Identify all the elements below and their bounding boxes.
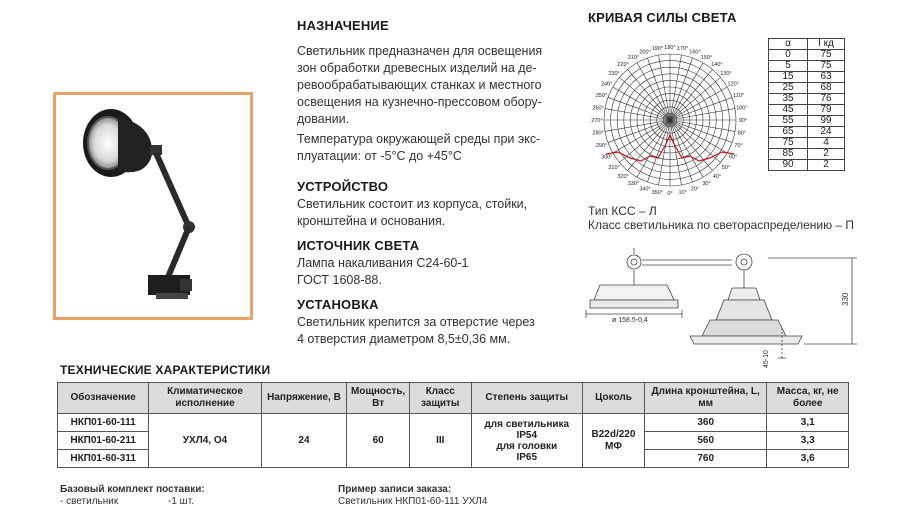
polar-curve-chart (578, 28, 758, 198)
angle-label: 160° (689, 49, 701, 56)
design-text: Светильник состоит из корпуса, стойки, кронштейна и основания. (297, 197, 528, 228)
angle-label: 220° (617, 62, 629, 69)
angle-label: 340° (639, 186, 651, 193)
angle-label: 330° (627, 181, 640, 188)
installation-text: Светильник крепится за отверстие через 4 отверстия диаметром 8,5±0,36 мм. (297, 315, 535, 346)
order-title: Пример записи заказа: (338, 484, 452, 495)
design-title: УСТРОЙСТВО (297, 179, 389, 194)
angle-label: 270° (591, 118, 603, 124)
angle-label: 170° (676, 46, 689, 53)
specs-table (57, 382, 849, 468)
angle-label: 350° (651, 189, 664, 196)
angle-label: 120° (727, 81, 739, 88)
curve-title: КРИВАЯ СИЛЫ СВЕТА (588, 10, 737, 25)
installation-title: УСТАНОВКА (297, 297, 379, 312)
temperature-text: Температура окружающей среды при экс- плуатации: от -5°С до +45°С (297, 132, 541, 163)
angle-label: 100° (736, 105, 748, 112)
table-row: НКП01-60-211 560 3,3 (58, 432, 849, 450)
table-row: 45 79 (769, 105, 845, 116)
light-source-text: Лампа накаливания С24-60-1 ГОСТ 1608-88. (297, 256, 469, 287)
table-row: НКП01-60-311 760 3,6 (58, 450, 849, 468)
purpose-text: Светильник предназначен для освещения зон обработки древесных изделий на де- ревообрабатывающих станках и местного освещения на кузнечно-прессовом обору- довании. (297, 44, 543, 126)
col-alpha-header: α (769, 39, 808, 50)
angle-label: 90° (738, 118, 748, 124)
height-label: 330 (841, 292, 850, 306)
angle-label: 40° (712, 173, 722, 180)
angle-label: 10° (678, 189, 687, 196)
technical-drawing (582, 240, 872, 370)
table-row: 85 2 (769, 149, 845, 160)
table-row: 90 2 (769, 160, 845, 171)
specs-title: ТЕХНИЧЕСКИЕ ХАРАКТЕРИСТИКИ (60, 363, 271, 377)
luminaire-class-label: Класс светильника по светораспределению – П (588, 218, 855, 232)
table-row: 5 75 (769, 61, 845, 72)
angle-label: 60° (729, 154, 738, 161)
angle-label: 50° (721, 164, 731, 171)
angle-label: 190° (651, 46, 664, 53)
table-row: 75 4 (769, 138, 845, 149)
angle-label: 240° (601, 81, 613, 88)
angle-label: 300° (601, 154, 613, 161)
table-row: 65 24 (769, 127, 845, 138)
angle-label: 70° (734, 142, 743, 149)
angle-label: 150° (700, 54, 713, 61)
angle-label: 230° (608, 71, 620, 78)
table-row: 55 99 (769, 116, 845, 127)
kit-item: - светильник (60, 496, 119, 507)
table-row: 35 76 (769, 94, 845, 105)
col-intensity-header: I кд (808, 39, 845, 50)
angle-label: 250° (595, 93, 608, 100)
angle-label: 280° (592, 130, 604, 137)
angle-label: 200° (639, 49, 651, 56)
angle-label: 260° (592, 105, 604, 112)
specs-header-row: Обозначение Климатическое исполнение Напряжение, В Мощность, Вт Класс защиты Степень защиты Цоколь Длина кронштейна, L, мм Масса, кг, не более (58, 383, 849, 414)
kit-qty: -1 шт. (168, 496, 194, 507)
table-row: 15 63 (769, 72, 845, 83)
order-example: Светильник НКП01-60-111 УХЛ4 (338, 496, 488, 507)
product-photo (53, 92, 253, 320)
lamp-illustration (56, 95, 250, 317)
angle-label: 20° (690, 186, 700, 193)
angle-label: 30° (702, 181, 711, 188)
table-row: 25 68 (769, 83, 845, 94)
intensity-table (768, 38, 845, 171)
light-source-title: ИСТОЧНИК СВЕТА (297, 238, 420, 253)
small-dim-label: 45-10 (763, 350, 770, 368)
table-row: 0 75 (769, 50, 845, 61)
angle-label: 0° (667, 191, 673, 197)
kit-title: Базовый комплект поставки: (60, 484, 205, 495)
angle-label: 210° (627, 54, 640, 61)
diameter-label: ø 158.5-0,4 (612, 317, 648, 324)
table-row: НКП01-60-111 УХЛ4, О4 24 60 III для светильника IP54 для головки IP65 B22d/220 МФ 360 3,1 (58, 414, 849, 432)
angle-label: 130° (720, 71, 732, 78)
angle-label: 110° (733, 93, 745, 100)
angle-label: 320° (617, 173, 629, 180)
purpose-title: НАЗНАЧЕНИЕ (297, 18, 389, 33)
curve-type-label: Тип КСС – Л (588, 204, 657, 218)
angle-label: 180° (664, 45, 676, 51)
angle-label: 310° (608, 164, 620, 171)
angle-label: 140° (711, 62, 723, 69)
angle-label: 80° (737, 130, 747, 137)
angle-label: 290° (595, 142, 608, 149)
